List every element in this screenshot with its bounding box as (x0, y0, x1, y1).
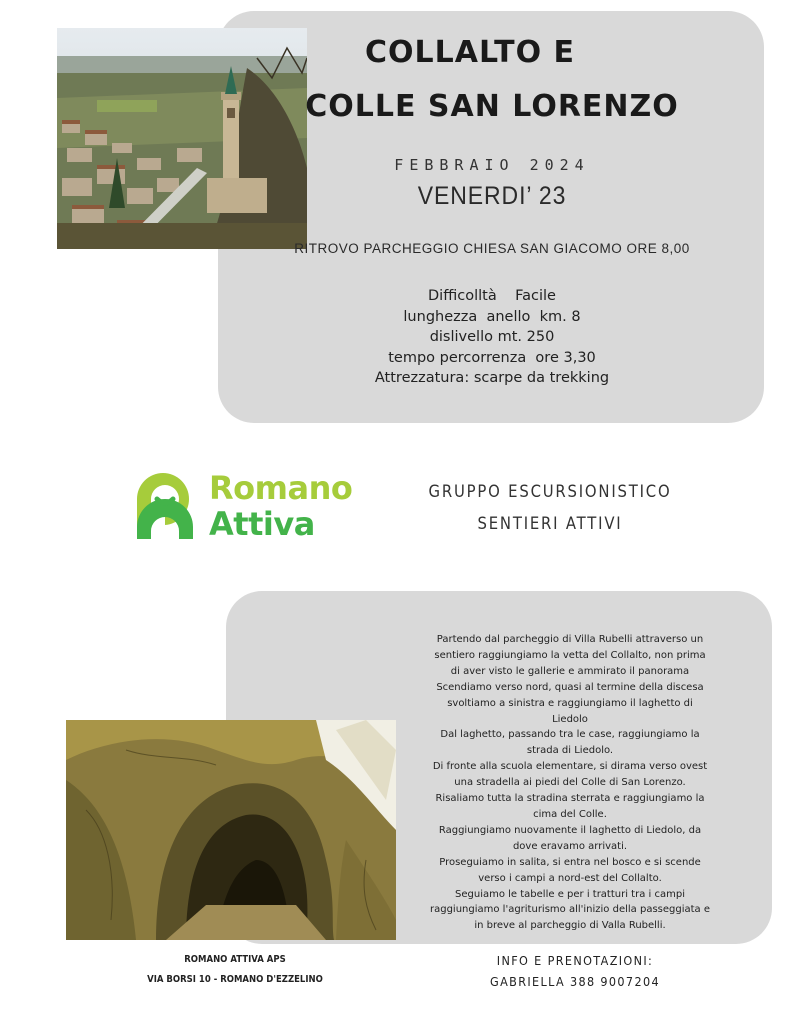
cave-tunnel-photo (66, 720, 396, 940)
group-name-line-1: GRUPPO ESCURSIONISTICO (428, 482, 672, 501)
description-line: strada di Liedolo. (526, 745, 614, 757)
organization-name: ROMANO ATTIVA APS (184, 954, 286, 965)
description-line: Proseguiamo in salita, si entra nel bosco e si scende (439, 856, 701, 868)
description-line: Scendiamo verso nord, quasi al termine della discesa (436, 681, 704, 693)
organization-address: VIA BORSI 10 - ROMANO D'EZZELINO (147, 974, 323, 985)
route-description (415, 632, 725, 934)
romano-attiva-logo-icon (135, 471, 195, 541)
meeting-point: RITROVO PARCHEGGIO CHIESA SAN GIACOMO ORE 8,00 (294, 241, 690, 256)
description-line: sentiero raggiungiamo la vetta del Collalto, non prima (434, 649, 706, 661)
equipment-line: Attrezzatura: scarpe da trekking (374, 370, 610, 386)
hike-details (222, 286, 762, 389)
description-line: Liedolo (552, 713, 588, 725)
description-line: Raggiungiamo nuovamente il laghetto di Liedolo, da (438, 824, 702, 836)
event-day: VENERDI’ 23 (417, 182, 567, 210)
description-line: Seguiamo le tabelle e per i tratturi tra i campi (455, 888, 685, 900)
title-line-2: COLLE SAN LORENZO (305, 89, 679, 124)
description-line: svoltiamo a sinistra e raggiungiamo il laghetto di (447, 697, 693, 709)
description-line: cima del Colle. (533, 808, 607, 820)
description-line: dove eravamo arrivati. (512, 840, 628, 852)
elevation-line: dislivello mt. 250 (429, 329, 555, 345)
contact-phone: GABRIELLA 388 9007204 (490, 974, 660, 989)
month-year: FEBBRAIO 2024 (394, 156, 590, 174)
logo-word-attiva: Attiva (209, 505, 315, 543)
description-line: verso i campi a nord-est del Collalto. (478, 872, 662, 884)
description-line: una stradella ai piedi del Colle di San Lorenzo. (454, 777, 686, 789)
description-line: Partendo dal parcheggio di Villa Rubelli attraverso un (436, 634, 704, 645)
description-line: Dal laghetto, passando tra le case, raggiungiamo la (440, 729, 700, 741)
info-label: INFO E PRENOTAZIONI: (496, 953, 654, 968)
description-line: Di fronte alla scuola elementare, si dirama verso ovest (432, 761, 708, 773)
difficulty-line: Difficolltà Facile (428, 288, 556, 304)
group-name-line-2: SENTIERI ATTIVI (477, 514, 623, 533)
description-line: di aver visto le gallerie e ammirato il panorama (450, 665, 690, 677)
description-line: in breve al parcheggio di Valla Rubelli. (474, 920, 666, 932)
title-line-1: COLLALTO E (364, 35, 576, 70)
romano-attiva-logo (135, 468, 385, 543)
duration-line: tempo percorrenza ore 3,30 (388, 349, 596, 366)
description-line: Risaliamo tutta la stradina sterrata e raggiungiamo la (435, 793, 705, 805)
description-line: raggiungiamo l'agriturismo all'inizio della passeggiata e (429, 904, 710, 916)
length-line: lunghezza anello km. 8 (403, 308, 581, 325)
logo-word-romano: Romano (209, 469, 353, 507)
